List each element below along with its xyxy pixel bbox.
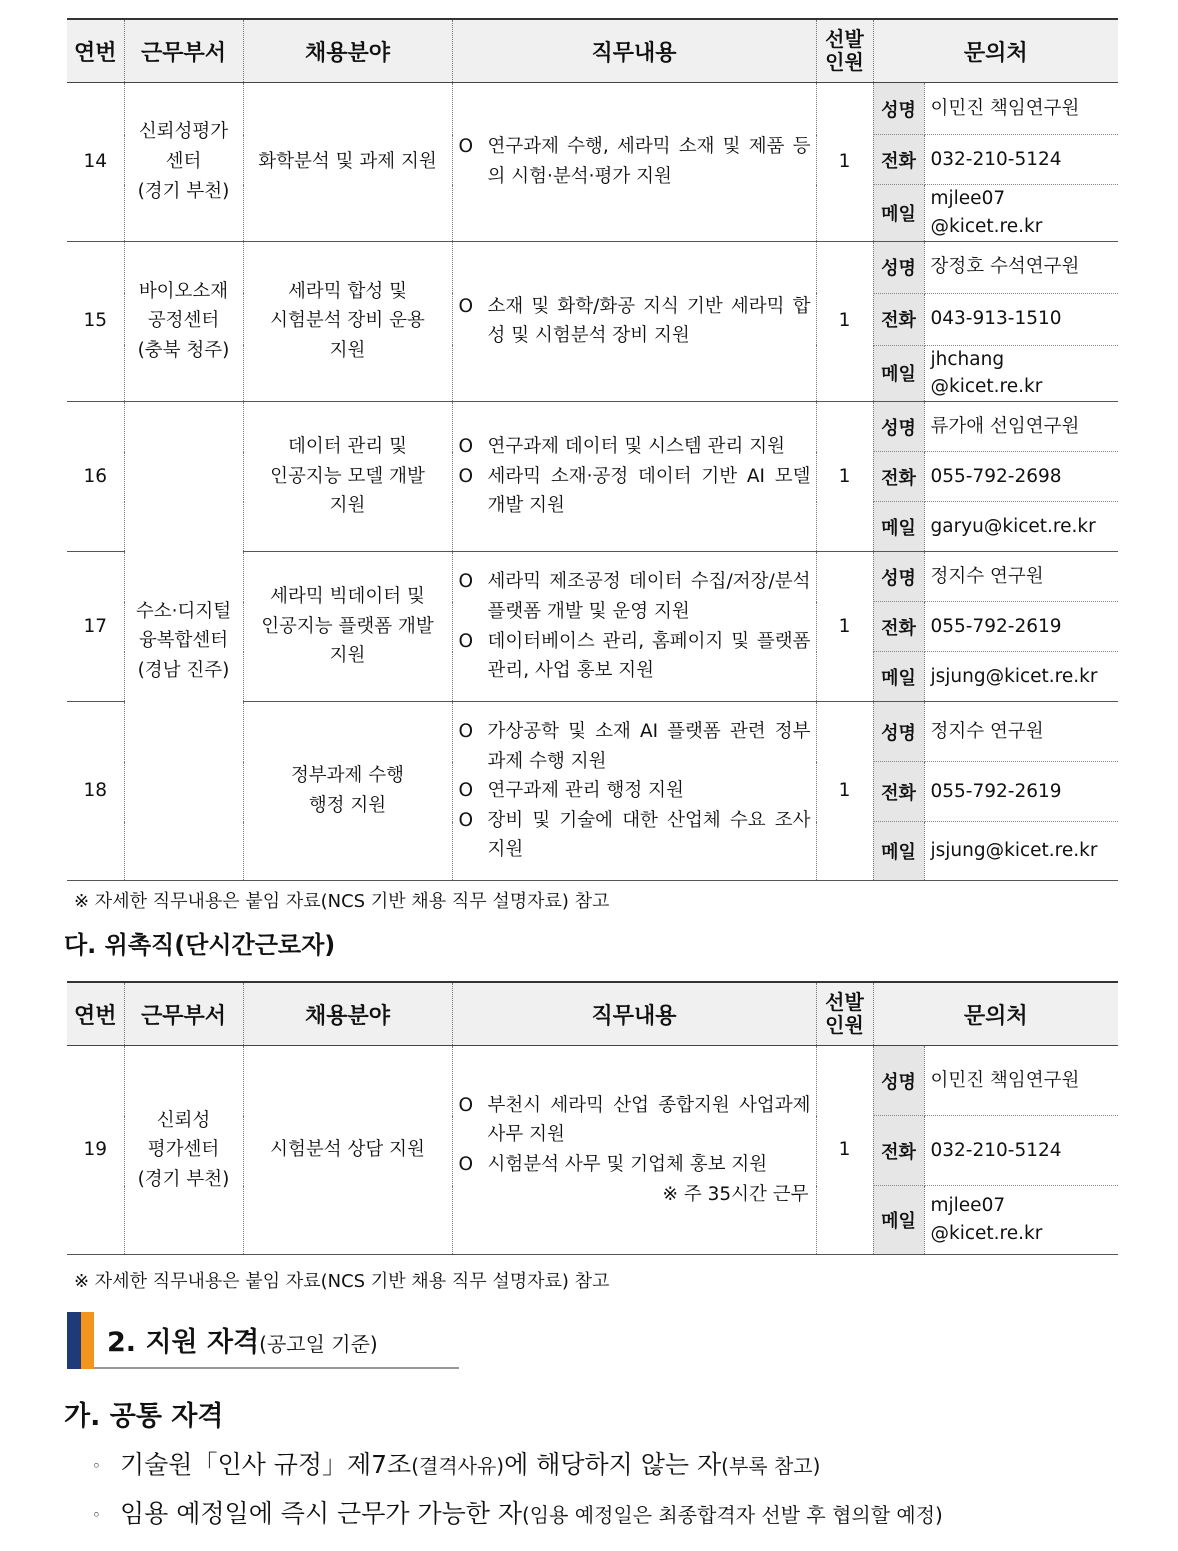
- contact-name-label: 성명: [873, 83, 924, 135]
- row-duty: [452, 1046, 816, 1255]
- row-field: 데이터 관리 및 인공지능 모델 개발 지원: [243, 402, 452, 552]
- contact-email-label: 메일: [873, 345, 924, 402]
- contact-email: jsjung@kicet.re.kr: [924, 652, 1118, 702]
- contact-phone-label: 전화: [873, 135, 924, 185]
- contact-email: garyu@kicet.re.kr: [924, 502, 1118, 552]
- row-field: 세라믹 빅데이터 및 인공지능 플랫폼 개발 지원: [243, 552, 452, 702]
- heading-accent-bar: [67, 1312, 81, 1369]
- header-field: 채용분야: [243, 19, 452, 83]
- contact-phone: 032-210-5124: [924, 1116, 1118, 1186]
- table-header-row: [67, 982, 1118, 1046]
- duty-item: O 세라믹 소재·공정 데이터 기반 AI 모델 개발 지원: [458, 465, 811, 517]
- contact-name-label: 성명: [873, 1046, 924, 1116]
- row-duty: [452, 241, 816, 402]
- duty-item: O 부천시 세라믹 산업 종합지원 사업과제 사무 지원: [458, 1094, 811, 1146]
- row-duty: [452, 83, 816, 242]
- header-dept: 근무부서: [124, 982, 243, 1046]
- contact-phone-label: 전화: [873, 602, 924, 652]
- duty-item: O 장비 및 기술에 대한 산업체 수요 조사 지원: [458, 809, 811, 861]
- row-count: 1: [816, 1046, 873, 1255]
- section-heading-part-time: 다. 위촉직(단시간근로자): [64, 931, 336, 959]
- section-2-subtitle: (공고일 기준): [259, 1332, 378, 1356]
- table-row: [67, 241, 1118, 293]
- header-count: 선발 인원: [816, 982, 873, 1046]
- contact-phone: 032-210-5124: [924, 135, 1118, 185]
- contact-name: 이민진 책임연구원: [924, 1046, 1118, 1116]
- row-count: 1: [816, 402, 873, 552]
- row-dept: 신뢰성평가 센터 (경기 부천): [124, 83, 243, 242]
- row-dept: 신뢰성 평가센터 (경기 부천): [124, 1046, 243, 1255]
- section-2-heading: [67, 1312, 459, 1369]
- recruitment-table-part-time: [67, 981, 1118, 1255]
- row-duty: [452, 552, 816, 702]
- row-number: 19: [67, 1046, 124, 1255]
- duty-item: O 연구과제 데이터 및 시스템 관리 지원: [458, 436, 785, 458]
- contact-name: 이민진 책임연구원: [924, 83, 1118, 135]
- contact-email-label: 메일: [873, 1186, 924, 1255]
- row-count: 1: [816, 241, 873, 402]
- section-2-title: 2. 지원 자격: [107, 1327, 260, 1358]
- contact-email-label: 메일: [873, 185, 924, 242]
- table-row: [67, 83, 1118, 135]
- contact-email-label: 메일: [873, 652, 924, 702]
- row-dept: 수소·디지털 융복합센터 (경남 진주): [124, 402, 243, 881]
- row-field: 화학분석 및 과제 지원: [243, 83, 452, 242]
- row-number: 14: [67, 83, 124, 242]
- contact-phone: 043-913-1510: [924, 293, 1118, 345]
- row-number: 18: [67, 702, 124, 881]
- table-header-row: [67, 19, 1118, 83]
- row-count: 1: [816, 83, 873, 242]
- row-duty: [452, 402, 816, 552]
- contact-name-label: 성명: [873, 702, 924, 762]
- contact-name-label: 성명: [873, 241, 924, 293]
- header-duty: 직무내용: [452, 982, 816, 1046]
- header-num: 연번: [67, 19, 124, 83]
- contact-phone-label: 전화: [873, 1116, 924, 1186]
- recruitment-table-research: [67, 18, 1118, 881]
- duty-item: O 세라믹 제조공정 데이터 수집/저장/분석 플랫폼 개발 및 운영 지원: [458, 571, 811, 622]
- contact-phone-label: 전화: [873, 293, 924, 345]
- table-row: [67, 402, 1118, 452]
- contact-email: jsjung@kicet.re.kr: [924, 822, 1118, 881]
- duty-note: ※ 주 35시간 근무: [662, 1183, 809, 1205]
- row-number: 17: [67, 552, 124, 702]
- header-dept: 근무부서: [124, 19, 243, 83]
- contact-email: mjlee07 @kicet.re.kr: [924, 185, 1118, 242]
- header-field: 채용분야: [243, 982, 452, 1046]
- qualification-item: ◦ 임용 예정일에 즉시 근무가 가능한 자(임용 예정일은 최종합격자 선발 후 협의할 예정): [92, 1499, 943, 1528]
- row-duty: [452, 702, 816, 881]
- contact-phone: 055-792-2619: [924, 602, 1118, 652]
- table-row: [67, 1046, 1118, 1116]
- header-contact: 문의처: [873, 982, 1118, 1046]
- contact-phone-label: 전화: [873, 452, 924, 502]
- contact-phone-label: 전화: [873, 762, 924, 822]
- duty-item: O 소재 및 화학/화공 지식 기반 세라믹 합성 및 시험분석 장비 지원: [458, 295, 811, 347]
- contact-name-label: 성명: [873, 402, 924, 452]
- contact-phone: 055-792-2698: [924, 452, 1118, 502]
- heading-accent-bar: [81, 1312, 94, 1369]
- contact-name: 정지수 연구원: [924, 702, 1118, 762]
- header-contact: 문의처: [873, 19, 1118, 83]
- row-dept: 바이오소재 공정센터 (충북 청주): [124, 241, 243, 402]
- table-footnote: ※ 자세한 직무내용은 붙임 자료(NCS 기반 채용 직무 설명자료) 참고: [74, 1271, 610, 1292]
- row-field: 시험분석 상담 지원: [243, 1046, 452, 1255]
- duty-item: O 가상공학 및 소재 AI 플랫폼 관련 정부 과제 수행 지원: [458, 721, 811, 772]
- contact-email: mjlee07 @kicet.re.kr: [924, 1186, 1118, 1255]
- qualification-item: ◦ 기술원「인사 규정」제7조(결격사유)에 해당하지 않는 자(부록 참고): [92, 1450, 821, 1479]
- bullet-icon: ◦: [92, 1506, 101, 1524]
- contact-name: 장정호 수석연구원: [924, 241, 1118, 293]
- duty-item: O 시험분석 사무 및 기업체 홍보 지원: [458, 1154, 768, 1175]
- duty-item: O 연구과제 관리 행정 지원: [458, 780, 684, 802]
- contact-name-label: 성명: [873, 552, 924, 602]
- contact-email-label: 메일: [873, 502, 924, 552]
- contact-name: 류가애 선임연구원: [924, 402, 1118, 452]
- bullet-icon: ◦: [92, 1457, 101, 1475]
- heading-underline: [94, 1367, 459, 1369]
- row-field: 정부과제 수행 행정 지원: [243, 702, 452, 881]
- section-heading-common: 가. 공통 자격: [64, 1401, 224, 1432]
- header-num: 연번: [67, 982, 124, 1046]
- duty-item: O 데이터베이스 관리, 홈페이지 및 플랫폼 관리, 사업 홍보 지원: [458, 630, 811, 682]
- contact-name: 정지수 연구원: [924, 552, 1118, 602]
- contact-phone: 055-792-2619: [924, 762, 1118, 822]
- row-count: 1: [816, 552, 873, 702]
- table-footnote: ※ 자세한 직무내용은 붙임 자료(NCS 기반 채용 직무 설명자료) 참고: [74, 891, 610, 912]
- row-count: 1: [816, 702, 873, 881]
- duty-item: O 연구과제 수행, 세라믹 소재 및 제품 등의 시험·분석·평가 지원: [458, 136, 811, 187]
- row-number: 15: [67, 241, 124, 402]
- row-field: 세라믹 합성 및 시험분석 장비 운용 지원: [243, 241, 452, 402]
- contact-email-label: 메일: [873, 822, 924, 881]
- row-number: 16: [67, 402, 124, 552]
- header-count: 선발 인원: [816, 19, 873, 83]
- header-duty: 직무내용: [452, 19, 816, 83]
- contact-email: jhchang @kicet.re.kr: [924, 345, 1118, 402]
